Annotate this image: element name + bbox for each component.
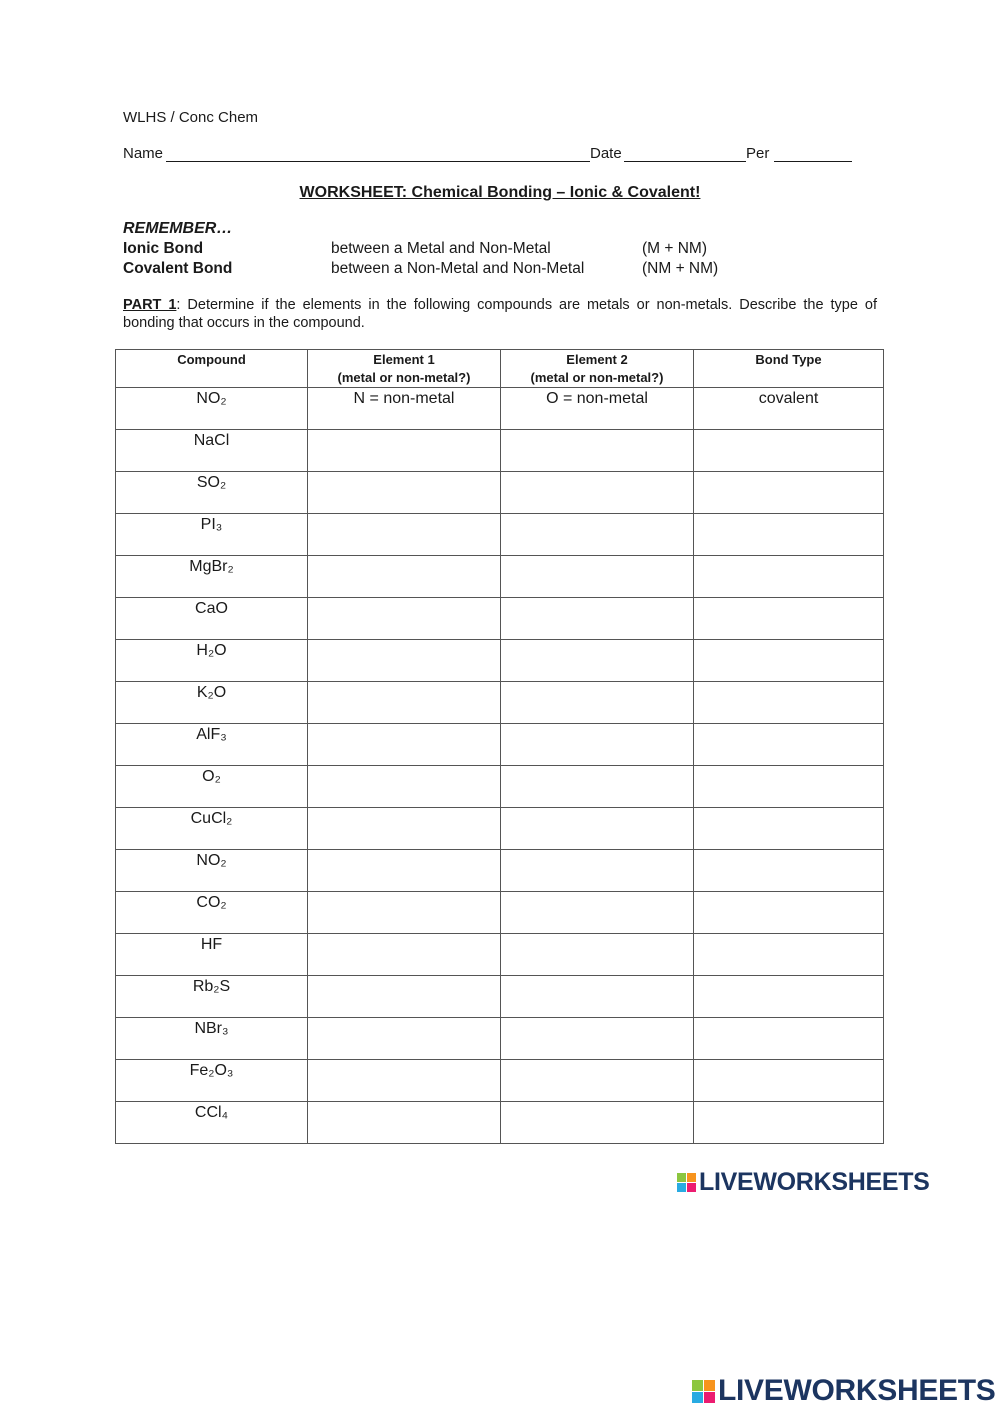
header-bond-type: Bond Type <box>694 350 884 388</box>
compound-cell <box>116 472 308 514</box>
element1-cell[interactable] <box>308 808 501 850</box>
element2-cell[interactable] <box>501 682 694 724</box>
compound-cell <box>116 1102 308 1144</box>
table-row <box>116 808 884 850</box>
table-row <box>116 598 884 640</box>
compound-cell-text: Fe₂O₃ <box>189 1062 234 1079</box>
rule-description: between a Metal and Non-Metal <box>331 240 551 257</box>
liveworksheets-logo <box>677 1168 930 1197</box>
element2-cell[interactable] <box>501 976 694 1018</box>
compound-cell <box>116 682 308 724</box>
compound-cell <box>116 850 308 892</box>
table-row <box>116 976 884 1018</box>
bond-type-cell[interactable] <box>694 766 884 808</box>
logo-mark-icon <box>692 1380 715 1403</box>
logo-square-pink <box>687 1183 696 1192</box>
element2-cell-text: O = non-metal <box>546 390 648 407</box>
table-row <box>116 556 884 598</box>
compound-cell-text: K₂O <box>196 684 227 701</box>
compound-cell <box>116 766 308 808</box>
table-row <box>116 640 884 682</box>
element1-cell[interactable] <box>308 1018 501 1060</box>
table-row <box>116 514 884 556</box>
element1-cell[interactable] <box>308 430 501 472</box>
bond-type-cell[interactable] <box>694 388 884 430</box>
element1-cell[interactable] <box>308 892 501 934</box>
element2-cell[interactable] <box>501 388 694 430</box>
liveworksheets-footer-logo <box>692 1374 996 1408</box>
bond-type-cell[interactable] <box>694 808 884 850</box>
logo-square-green <box>677 1173 686 1182</box>
table-row <box>116 934 884 976</box>
compound-cell <box>116 724 308 766</box>
element1-cell[interactable] <box>308 976 501 1018</box>
name-field[interactable] <box>166 161 590 162</box>
header-element2: Element 2 (metal or non-metal?) <box>501 350 694 388</box>
logo-text: LIVEWORKSHEETS <box>718 1374 996 1407</box>
element1-cell[interactable] <box>308 1060 501 1102</box>
bonding-table <box>115 349 884 1144</box>
element2-cell[interactable] <box>501 1060 694 1102</box>
element1-cell[interactable] <box>308 1102 501 1144</box>
rule-description: between a Non-Metal and Non-Metal <box>331 260 585 277</box>
compound-cell-text: PI₃ <box>200 516 223 533</box>
table-row <box>116 892 884 934</box>
compound-cell-text: AlF₃ <box>196 726 227 743</box>
compound-cell <box>116 1018 308 1060</box>
compound-cell-text: SO₂ <box>196 474 227 491</box>
element2-cell[interactable] <box>501 892 694 934</box>
compound-cell-text: CuCl₂ <box>190 810 233 827</box>
element2-cell[interactable] <box>501 472 694 514</box>
period-label: Per <box>746 145 770 162</box>
rule-term: Ionic Bond <box>123 240 204 257</box>
compound-cell <box>116 640 308 682</box>
date-label: Date <box>590 145 622 162</box>
date-field[interactable] <box>624 161 746 162</box>
worksheet-title: WORKSHEET: Chemical Bonding – Ionic & Covalent! <box>299 184 701 201</box>
compound-cell-text: H₂O <box>196 642 227 659</box>
compound-cell-text: NaCl <box>193 432 230 449</box>
logo-text: LIVEWORKSHEETS <box>699 1168 930 1196</box>
covalent-bond-rule <box>123 260 823 280</box>
bond-type-cell[interactable] <box>694 892 884 934</box>
element1-cell[interactable] <box>308 682 501 724</box>
bond-type-cell[interactable] <box>694 556 884 598</box>
bond-type-cell[interactable] <box>694 430 884 472</box>
logo-square-pink <box>704 1392 715 1403</box>
compound-cell <box>116 892 308 934</box>
compound-cell <box>116 388 308 430</box>
bond-type-cell[interactable] <box>694 640 884 682</box>
compound-cell-text: NO₂ <box>196 852 227 869</box>
table-row <box>116 850 884 892</box>
bond-type-cell[interactable] <box>694 472 884 514</box>
element1-cell[interactable] <box>308 556 501 598</box>
table-row <box>116 472 884 514</box>
compound-cell-text: Rb₂S <box>192 978 231 995</box>
rule-abbreviation: (M + NM) <box>642 240 708 257</box>
compound-cell-text: CO₂ <box>196 894 227 911</box>
logo-mark-icon <box>677 1173 696 1192</box>
table-row <box>116 388 884 430</box>
bond-type-cell[interactable] <box>694 850 884 892</box>
element1-cell-text: N = non-metal <box>353 390 455 407</box>
element2-cell[interactable] <box>501 1018 694 1060</box>
table-row <box>116 766 884 808</box>
compound-cell-text: O₂ <box>202 768 221 785</box>
logo-square-blue <box>692 1392 703 1403</box>
compound-cell <box>116 514 308 556</box>
element1-cell[interactable] <box>308 514 501 556</box>
bond-type-cell-text: covalent <box>758 390 819 407</box>
compound-cell <box>116 556 308 598</box>
bond-type-cell[interactable] <box>694 724 884 766</box>
element1-cell[interactable] <box>308 640 501 682</box>
ionic-bond-rule <box>123 240 823 260</box>
element2-cell[interactable] <box>501 514 694 556</box>
header-compound: Compound <box>116 350 308 388</box>
compound-cell <box>116 598 308 640</box>
element2-cell[interactable] <box>501 808 694 850</box>
bond-type-cell[interactable] <box>694 1060 884 1102</box>
compound-cell-text: NBr₃ <box>194 1020 229 1037</box>
element1-cell[interactable] <box>308 766 501 808</box>
compound-cell <box>116 934 308 976</box>
element2-cell[interactable] <box>501 598 694 640</box>
compound-cell-text: CaO <box>195 600 228 617</box>
logo-square-orange <box>704 1380 715 1391</box>
compound-cell-text: HF <box>200 936 223 953</box>
element1-cell[interactable] <box>308 598 501 640</box>
bond-type-cell[interactable] <box>694 682 884 724</box>
bond-type-cell[interactable] <box>694 934 884 976</box>
part1-instructions <box>123 296 877 332</box>
part1-text: : Determine if the elements in the following compounds are metals or non-metals. Describe the type of bonding that occurs in the compound. <box>123 297 877 331</box>
element1-cell[interactable] <box>308 388 501 430</box>
element2-cell[interactable] <box>501 850 694 892</box>
element2-cell[interactable] <box>501 934 694 976</box>
element1-cell[interactable] <box>308 472 501 514</box>
table-header-row <box>116 350 884 388</box>
table-row <box>116 682 884 724</box>
element2-cell[interactable] <box>501 556 694 598</box>
compound-cell-text: CCl₄ <box>194 1104 229 1121</box>
table-row <box>116 1018 884 1060</box>
student-info-line <box>123 145 853 165</box>
element2-cell[interactable] <box>501 1102 694 1144</box>
logo-square-green <box>692 1380 703 1391</box>
remember-heading: REMEMBER… <box>123 220 233 237</box>
table-row <box>116 430 884 472</box>
bond-type-cell[interactable] <box>694 514 884 556</box>
header-element1: Element 1 (metal or non-metal?) <box>308 350 501 388</box>
element2-cell[interactable] <box>501 724 694 766</box>
element1-cell[interactable] <box>308 850 501 892</box>
rule-abbreviation: (NM + NM) <box>642 260 719 277</box>
compound-cell-text: NO₂ <box>196 390 227 407</box>
period-field[interactable] <box>774 161 852 162</box>
name-label: Name <box>123 145 164 162</box>
bond-type-cell[interactable] <box>694 976 884 1018</box>
bond-type-cell[interactable] <box>694 598 884 640</box>
element1-cell[interactable] <box>308 934 501 976</box>
rule-term: Covalent Bond <box>123 260 233 277</box>
compound-cell <box>116 430 308 472</box>
school-course-label: WLHS / Conc Chem <box>123 109 259 126</box>
compound-cell <box>116 976 308 1018</box>
compound-cell-text: MgBr₂ <box>189 558 234 575</box>
element1-cell[interactable] <box>308 724 501 766</box>
bond-type-cell[interactable] <box>694 1102 884 1144</box>
part1-label: PART 1 <box>123 297 177 313</box>
compound-cell <box>116 808 308 850</box>
table-row <box>116 1102 884 1144</box>
table-row <box>116 724 884 766</box>
element2-cell[interactable] <box>501 766 694 808</box>
logo-square-orange <box>687 1173 696 1182</box>
bond-type-cell[interactable] <box>694 1018 884 1060</box>
element2-cell[interactable] <box>501 640 694 682</box>
element2-cell[interactable] <box>501 430 694 472</box>
table-row <box>116 1060 884 1102</box>
compound-cell <box>116 1060 308 1102</box>
logo-square-blue <box>677 1183 686 1192</box>
